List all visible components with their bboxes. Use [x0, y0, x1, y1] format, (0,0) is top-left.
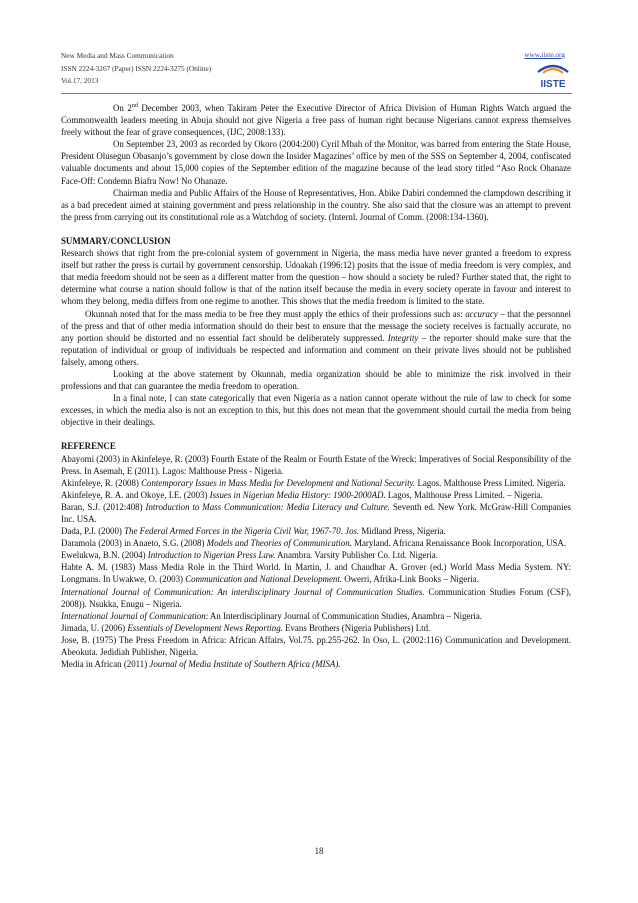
reference-text: Evans Brothers (Nigeria Publishers) Ltd. [282, 622, 431, 633]
s2-integrity: Integrity [387, 332, 419, 343]
reference-text: Akinfeleye, R. (2008) [61, 477, 142, 488]
reference-item [61, 610, 571, 622]
reference-item [61, 561, 571, 585]
reference-item [61, 586, 571, 610]
volume-line: Vol.17, 2013 [61, 76, 99, 85]
reference-item [61, 549, 571, 561]
reference-title: Journal of Media Institute of Southern Africa (MISA). [149, 659, 341, 670]
header-divider [61, 93, 572, 94]
reference-text: Dada, P.J. (2000) [61, 526, 125, 537]
reference-text: : An Interdisciplinary Journal of Communication Studies, Anambra – Nigeria. [205, 610, 483, 621]
p1-text-b: December 2003, when Takiram Peter the Executive Director of Africa Division of Human Rights Watch argued the Commonwealth leaders meeting in Abuja should not give Nigeria a free pass of human right because Nigerians cannot express themselves freely without the fear of grave consequences, (IJC, 2008:133). [61, 103, 571, 138]
reference-text: Communication Studies Forum (CSF), 2008)). Nsukka, Enugu – Nigeria. [61, 586, 571, 609]
reference-title: International Journal of Communication [61, 610, 206, 621]
reference-text: Baran, S.J. (2012:408) [61, 501, 146, 512]
s2-accuracy: accuracy [465, 308, 498, 319]
page-number: 18 [314, 846, 324, 856]
reference-text: Owerri, Afrika-Link Books – Nigeria. [342, 574, 479, 585]
reference-title: International Journal of Communication: An interdisciplinary Journal of Communication Studies. [61, 586, 425, 597]
logo-text: IISTE [540, 79, 566, 90]
summary-paragraph-1: Research shows that right from the pre-colonial system of government in Nigeria, the mass media have never granted a freedom to express itself but rather the press is curtail by government censorship. Udoakah (1996:12) posits that the issue of media freedom is very complex, and that media freedom should not be seen as a different matter from the question – how should a society be ruled? Further stated that, the right to determine what course a nation should follow is that of the nation itself because the media in every society operate in favour and interest to whom they belong, media differs from one regime to another. This shows that the media freedom is limited to the state. [61, 248, 571, 307]
summary-paragraph-3: Looking at the above statement by Okunnah, media organization should be able to minimize the risk involved in their professions and that can guarantee the media freedom to operation. [61, 368, 571, 392]
paragraph-2: On September 23, 2003 as recorded by Okoro (2004:200) Cyril Mbah of the Monitor, was barred from entering the State House, President Olusegun Obasanjo’s government by close down the Insider Magazines’ office by men of the SSS on September 4, 2004, confiscated valuable documents and about 15,000 copies of the September edition of the magazine because of the lead story titled “Aso Rock Ohanaze Face-Off: Condemn Biafra Now! No Ohanaze. [61, 139, 571, 186]
reference-item [61, 537, 571, 549]
reference-item [61, 525, 571, 537]
paragraph-3: Chairman media and Public Affairs of the House of Representatives, Hon. Abike Dabiri condemned the clampdown describing it as a bad precedent aimed at staining government and press relationship in the country. She also said that the closure was an attempt to prevent the press from carrying out its constitutional role as a Watchdog of society. (Internl. Journal of Comm. (2008:134-1360). [61, 187, 571, 222]
reference-text: Jimada, U. (2006) [61, 622, 128, 633]
reference-text: Jose, B. (1975) The Press Freedom in Africa: African Affairs, Vol.75. pp.255-262. In Oso, L. (2002:116) Communication and Development. Abeokuta. Jedidiah Publisher, Nigeria. [61, 634, 571, 658]
iiste-logo-icon [534, 60, 572, 90]
reference-text: Habte A. M. (1983) Mass Media Role in the Third World. In Martin, J. and Chaudhar A. Grover (ed.) World Mass Media System. NY: Longmans. In Uwakwe, O. (2003) [61, 562, 571, 585]
journal-name: New Media and Mass Communication [61, 51, 174, 60]
reference-item [61, 477, 571, 489]
reference-title: Introduction to Nigerian Press Law. [147, 550, 276, 561]
reference-title: The Federal Armed Forces in the Nigeria Civil War, 1967-70. Jos. [124, 526, 360, 537]
summary-paragraph-2 [61, 308, 571, 368]
reference-title: Introduction to Mass Communication: Media Literacy and Culture. [145, 501, 390, 512]
reference-text: Lagos. Malthouse Press Limited. Nigeria. [415, 477, 566, 488]
article-body [61, 102, 571, 670]
reference-text: Media in African (2011) [61, 659, 150, 670]
paragraph-1 [61, 102, 571, 138]
reference-text: Maryland. Africana Renaissance Book Incorporation, USA. [351, 538, 567, 549]
journal-header [61, 50, 211, 88]
reference-text: Seventh ed. New York. McGraw-Hill Companies Inc. USA. [61, 501, 571, 524]
reference-item [61, 634, 571, 658]
reference-title: Models and Theories of Communication. [206, 538, 352, 549]
reference-list [61, 453, 571, 671]
reference-title: Communication and National Development. [185, 574, 343, 585]
s2-text-c: – the reporter should make sure that the reputation of individual or group of individuals be respected and information and comment on their private lives should not be published falsely, among others. [61, 332, 571, 367]
reference-title: Issues in Nigerian Media History: 1900-2000AD. [209, 489, 386, 500]
reference-text: Ewelukwa, B.N. (2004) [61, 550, 148, 561]
reference-item [61, 622, 571, 634]
reference-item [61, 453, 571, 477]
s2-text-a: Okunnah noted that for the mass media to be free they must apply the ethics of their professions such as: [85, 308, 466, 319]
p1-text-a: On 2 [113, 103, 132, 113]
reference-item [61, 658, 571, 670]
issn-line: ISSN 2224-3267 (Paper) ISSN 2224-3275 (Online) [61, 63, 212, 73]
reference-item [61, 489, 571, 501]
reference-title: Essentials of Development News Reporting. [127, 622, 283, 633]
summary-paragraph-4: In a final note, I can state categorically that even Nigeria as a nation cannot operate without the rule of law to check for some excesses, in which the media also is not an exception to this, but this does not mean that the government should curtail the media from being objective in their dealings. [61, 393, 571, 428]
reference-heading: REFERENCE [61, 441, 116, 452]
p1-superscript: nd [131, 103, 138, 110]
reference-text: Abayomi (2003) in Akinfeleye, R. (2003) Fourth Estate of the Realm or Fourth Estate of the Wreck: Imperatives of Social Responsibility of the Press. In Asemah, E (2011). Lagos: Malthouse Press - Nigeria. [61, 453, 571, 476]
reference-item [61, 501, 571, 525]
summary-heading: SUMMARY/CONCLUSION [61, 235, 171, 246]
reference-title: Contemporary Issues in Mass Media for Development and National Security. [141, 477, 416, 488]
s2-text-b: – that the personnel of the press and that of other media information should do their best to ensure that the message the society receives is factually accurate, no any portion should be distorted and no essential fact should be deliberately suppressed. [61, 308, 571, 343]
reference-text: Midland Press, Nigeria. [359, 526, 446, 537]
reference-text: Daramola (2003) in Anaeto, S.G. (2008) [61, 538, 207, 549]
section-gap [61, 223, 571, 235]
journal-website-link[interactable]: www.iiste.org [524, 50, 565, 59]
reference-text: Akinfeleye, R. A. and Okoye, I.E. (2003) [61, 489, 210, 500]
reference-text: Lagos, Malthouse Press Limited. – Nigeria. [385, 489, 543, 500]
section-gap [61, 428, 571, 440]
reference-text: Anambra. Varsity Publisher Co. Ltd. Nigeria. [275, 550, 438, 561]
